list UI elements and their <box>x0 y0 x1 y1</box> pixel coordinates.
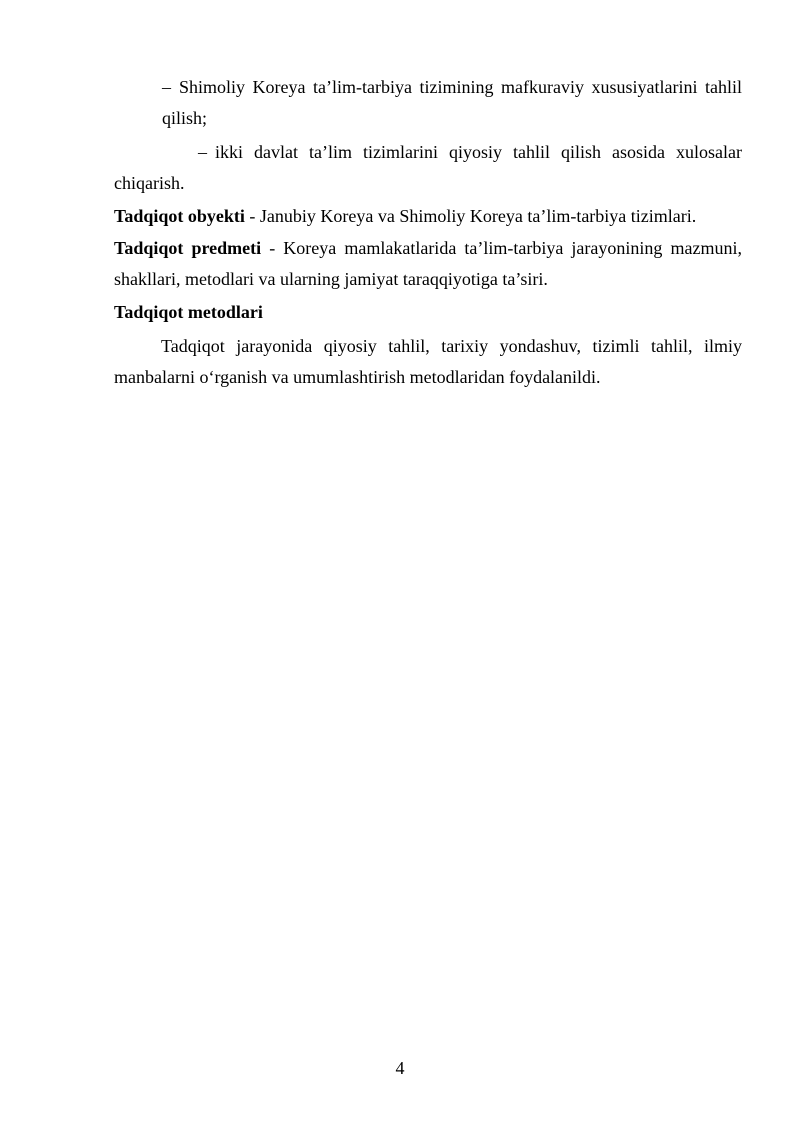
research-object-separator: - <box>244 206 260 226</box>
research-methods-paragraph: Tadqiqot jarayonida qiyosiy tahlil, tarixiy yondashuv, tizimli tahlil, ilmiy manbalarni o‘rganish va umumlashtirish metodlaridan foydalanildi. <box>114 336 742 387</box>
research-subject-paragraph <box>114 233 742 295</box>
research-subject-label: Tadqiqot predmeti <box>114 238 262 258</box>
research-methods-heading: Tadqiqot metodlari <box>114 302 263 322</box>
list-item-text: ikki davlat ta’lim tizimlarini qiyosiy tahlil qilish asosida xulosalar chiqarish. <box>114 142 742 193</box>
list-item-text: Shimoliy Koreya ta’lim-tarbiya tizimining mafkuraviy xususiyatlarini tahlil qilish; <box>162 77 742 128</box>
research-object-label: Tadqiqot obyekti <box>114 206 245 226</box>
dash-marker: – <box>198 142 207 162</box>
list-item-ideological-analysis <box>162 72 742 134</box>
dash-marker: – <box>162 77 171 97</box>
research-subject-separator: - <box>261 238 284 258</box>
research-subject-text: Koreya mamlakatlarida ta’lim-tarbiya jarayonining mazmuni, shakllari, metodlari va ularning jamiyat taraqqiyotiga ta’siri. <box>114 238 742 289</box>
page-number: 4 <box>395 1058 405 1078</box>
research-object-paragraph <box>114 201 742 232</box>
research-object-text: Janubiy Koreya va Shimoliy Koreya ta’lim-tarbiya tizimlari. <box>259 206 697 226</box>
list-item-comparative-conclusions <box>114 137 742 199</box>
